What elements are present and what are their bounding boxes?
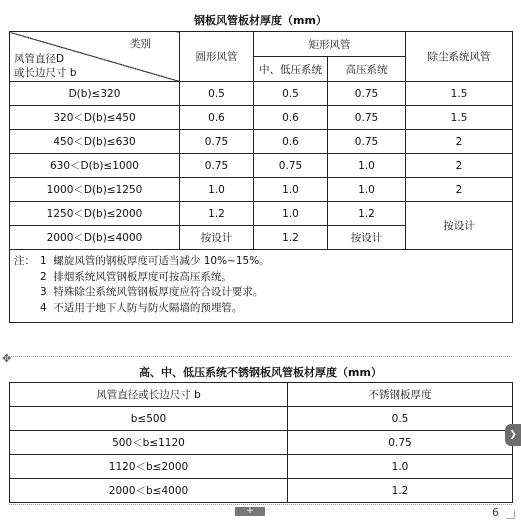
note-text: 特殊除尘系统风管钢板厚度应符合设计要求。 bbox=[53, 286, 264, 298]
size-label bbox=[14, 52, 77, 80]
size-label-line1: 风管直径D bbox=[14, 53, 65, 65]
table2-title: 高、中、低压系统不锈钢板风管板材厚度（mm） bbox=[139, 366, 382, 379]
cell-low: 0.6 bbox=[254, 130, 328, 154]
cell-size: 2000＜D(b)≤4000 bbox=[10, 226, 180, 250]
cell-thickness: 1.2 bbox=[288, 479, 513, 503]
notes-row bbox=[10, 250, 513, 323]
size-label-line2: 或长边尺寸 b bbox=[14, 67, 77, 79]
header-rect-low-pressure: 中、低压系统 bbox=[254, 57, 328, 82]
cell-round: 0.6 bbox=[180, 106, 254, 130]
table-row bbox=[10, 154, 513, 178]
table-move-handle-icon[interactable]: ✥ bbox=[2, 352, 12, 365]
side-expand-tab[interactable] bbox=[505, 424, 521, 446]
cell-low: 0.6 bbox=[254, 106, 328, 130]
cell-size: 450＜D(b)≤630 bbox=[10, 130, 180, 154]
cell-size: 2000＜b≤4000 bbox=[10, 479, 288, 503]
cell-low: 0.5 bbox=[254, 82, 328, 106]
cell-high: 1.2 bbox=[328, 202, 406, 226]
note-item bbox=[14, 254, 506, 270]
cell-round: 0.5 bbox=[180, 82, 254, 106]
cell-dust: 1.5 bbox=[406, 82, 513, 106]
header-dust-duct: 除尘系统风管 bbox=[406, 32, 513, 82]
cell-size: 630＜D(b)≤1000 bbox=[10, 154, 180, 178]
note-number: 3 bbox=[40, 286, 47, 298]
cell-low: 1.2 bbox=[254, 226, 328, 250]
cell-round: 0.75 bbox=[180, 130, 254, 154]
cell-high: 1.0 bbox=[328, 178, 406, 202]
table-row bbox=[10, 479, 513, 503]
cell-high: 0.75 bbox=[328, 130, 406, 154]
table-row bbox=[10, 106, 513, 130]
cell-round: 按设计 bbox=[180, 226, 254, 250]
note-item bbox=[14, 270, 506, 286]
table-row bbox=[10, 202, 513, 226]
table1-title: 钢板风管板材厚度（mm） bbox=[194, 14, 327, 27]
page-corner-mark bbox=[506, 510, 515, 519]
header-round-duct: 圆形风管 bbox=[180, 32, 254, 82]
cell-low: 1.0 bbox=[254, 178, 328, 202]
cell-round: 1.2 bbox=[180, 202, 254, 226]
cell-size: 320＜D(b)≤450 bbox=[10, 106, 180, 130]
category-label: 类别 bbox=[130, 38, 151, 50]
cell-high: 0.75 bbox=[328, 106, 406, 130]
table-row bbox=[10, 82, 513, 106]
cell-low: 1.0 bbox=[254, 202, 328, 226]
chevron-right-icon: ❯ bbox=[509, 430, 517, 440]
table-row bbox=[10, 407, 513, 431]
add-row-handle[interactable] bbox=[235, 507, 265, 516]
note-number: 1 bbox=[40, 255, 47, 267]
steel-duct-thickness-table bbox=[9, 31, 513, 323]
cell-thickness: 0.75 bbox=[288, 431, 513, 455]
table-row bbox=[10, 455, 513, 479]
cell-thickness: 0.5 bbox=[288, 407, 513, 431]
cell-dust-merged: 按设计 bbox=[406, 202, 513, 250]
table-row bbox=[10, 130, 513, 154]
cell-dust: 1.5 bbox=[406, 106, 513, 130]
page-bottom-divider bbox=[9, 504, 512, 505]
cell-size: 1120＜b≤2000 bbox=[10, 455, 288, 479]
table-row bbox=[10, 178, 513, 202]
note-item bbox=[14, 285, 506, 301]
note-item bbox=[14, 301, 506, 317]
page-number: 6 bbox=[492, 506, 499, 519]
cell-low: 0.75 bbox=[254, 154, 328, 178]
cell-size: 1000＜D(b)≤1250 bbox=[10, 178, 180, 202]
note-number: 2 bbox=[40, 270, 47, 283]
cell-dust: 2 bbox=[406, 130, 513, 154]
header-size: 风管直径或长边尺寸 b bbox=[10, 383, 288, 407]
cell-round: 0.75 bbox=[180, 154, 254, 178]
notes-cell bbox=[10, 250, 513, 323]
header-rect-high-pressure: 高压系统 bbox=[328, 57, 406, 82]
cell-high: 1.0 bbox=[328, 154, 406, 178]
stainless-duct-thickness-table bbox=[9, 382, 513, 503]
diagonal-header-cell bbox=[10, 32, 180, 82]
plus-icon: + bbox=[246, 506, 254, 516]
notes-lead: 注： bbox=[14, 255, 35, 267]
cell-size: D(b)≤320 bbox=[10, 82, 180, 106]
cell-size: 1250＜D(b)≤2000 bbox=[10, 202, 180, 226]
note-text: 排烟系统风管钢板厚度可按高压系统。 bbox=[53, 270, 232, 283]
table-boundary-divider bbox=[9, 356, 512, 357]
cell-high: 按设计 bbox=[328, 226, 406, 250]
cell-dust: 2 bbox=[406, 178, 513, 202]
cell-thickness: 1.0 bbox=[288, 455, 513, 479]
cell-high: 0.75 bbox=[328, 82, 406, 106]
note-text: 螺旋风管的钢板厚度可适当减少 10%~15%。 bbox=[53, 255, 270, 267]
note-number: 4 bbox=[40, 301, 47, 314]
note-text: 不适用于地下人防与防火隔墙的预埋管。 bbox=[53, 301, 243, 314]
cell-size: 500＜b≤1120 bbox=[10, 431, 288, 455]
header-thickness: 不锈钢板厚度 bbox=[288, 383, 513, 407]
table-row bbox=[10, 431, 513, 455]
cell-round: 1.0 bbox=[180, 178, 254, 202]
cell-size: b≤500 bbox=[10, 407, 288, 431]
table-header-row bbox=[10, 383, 513, 407]
header-rect-duct: 矩形风管 bbox=[254, 32, 406, 57]
cell-dust: 2 bbox=[406, 154, 513, 178]
